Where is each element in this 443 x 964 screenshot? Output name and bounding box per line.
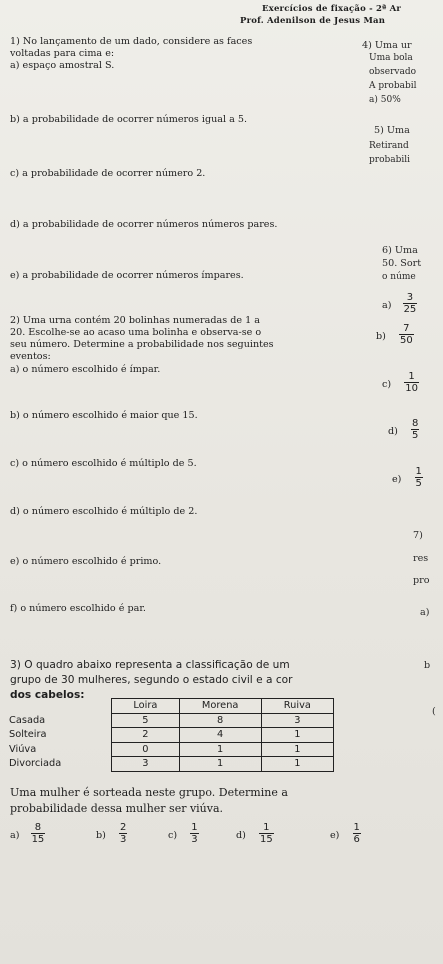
q3-option-a — [10, 822, 45, 845]
table-row-label: Divorciada — [9, 758, 62, 770]
table-row — [8, 728, 334, 743]
fraction-denominator: 10 — [405, 383, 418, 394]
q4-line2: Uma bola — [369, 53, 413, 63]
fraction-denominator: 3 — [191, 834, 198, 845]
q6-option-e — [392, 466, 423, 489]
fraction-numerator: 3 — [406, 292, 414, 303]
fraction-denominator: 15 — [259, 834, 273, 845]
q1-item-d: d) a probabilidade de ocorrer números números pares. — [10, 219, 278, 230]
table-cell: 0 — [112, 742, 180, 757]
q3-after-line2: probabilidade dessa mulher ser viúva. — [10, 802, 224, 815]
fraction-denominator: 6 — [353, 834, 360, 845]
q3-option-b — [96, 822, 127, 845]
table-row — [8, 713, 334, 728]
option-label: b) — [96, 830, 106, 841]
q7-option-a: a) — [420, 607, 430, 618]
option-label: b) — [376, 331, 386, 342]
table-cell: 1 — [261, 728, 333, 743]
q7-line2: res — [413, 553, 429, 564]
fraction-denominator: 3 — [119, 834, 127, 845]
q6-line3: o núme — [382, 272, 416, 282]
option-fraction — [190, 822, 198, 845]
q1-item-a: a) espaço amostral S. — [10, 60, 115, 71]
table-row — [8, 757, 334, 772]
q5-line1: 5) Uma — [374, 125, 410, 136]
q7-line1: 7) — [413, 530, 423, 541]
option-fraction — [415, 466, 423, 489]
table-cell: 5 — [112, 713, 180, 728]
fraction-denominator: 5 — [411, 430, 419, 441]
q1-stem-line2: voltadas para cima e: — [10, 48, 115, 59]
table-row-label: Viúva — [9, 743, 37, 755]
option-fraction — [259, 822, 274, 845]
fraction-denominator: 25 — [403, 304, 417, 315]
table-row-label: Casada — [9, 714, 46, 726]
q2-item-c: c) o número escolhido é múltiplo de 5. — [10, 458, 197, 469]
q4-line3: observado — [369, 67, 417, 77]
q3-after-line1: Uma mulher é sorteada neste grupo. Determine a — [10, 786, 288, 799]
table-corner — [8, 699, 112, 714]
fraction-numerator: 1 — [415, 466, 422, 477]
q3-option-e — [330, 822, 361, 845]
q5-line3: probabili — [369, 155, 411, 165]
q3-stem-line3: dos cabelos: — [10, 689, 85, 701]
q2-stem-line3: seu número. Determine a probabilidade nos seguintes — [10, 339, 274, 350]
option-fraction — [411, 418, 419, 441]
q1-stem-line1: 1) No lançamento de um dado, considere as faces — [10, 36, 253, 47]
table-cell: 3 — [261, 713, 333, 728]
table-cell: 1 — [179, 757, 261, 772]
table-row-label: Solteira — [9, 729, 47, 741]
q6-line2: 50. Sort — [382, 258, 422, 269]
q7-option-b: b — [424, 660, 431, 671]
fraction-denominator: 5 — [415, 478, 422, 489]
fraction-denominator: 15 — [31, 834, 45, 845]
q6-option-c — [382, 371, 419, 394]
option-label: c) — [168, 830, 178, 841]
q3-stem-line1: 3) O quadro abaixo representa a classificação de um — [10, 659, 290, 671]
q1-item-e: e) a probabilidade de ocorrer números ímpares. — [10, 270, 244, 281]
q6-option-b — [376, 323, 414, 346]
fraction-numerator: 1 — [353, 822, 360, 833]
table-header-cell: Morena — [179, 699, 261, 714]
q4-line4: A probabil — [369, 81, 417, 91]
fraction-numerator: 1 — [191, 822, 198, 833]
fraction-denominator: 50 — [399, 335, 413, 346]
fraction-numerator: 1 — [408, 371, 415, 382]
table-header-cell: Loira — [112, 699, 180, 714]
q2-item-a: a) o número escolhido é ímpar. — [10, 364, 161, 375]
worksheet-author: Prof. Adenilson de Jesus Man — [240, 16, 386, 26]
table-cell: 1 — [179, 742, 261, 757]
table-header-row — [8, 699, 334, 714]
q4-option-a: a) 50% — [369, 95, 401, 105]
q6-option-a — [382, 292, 417, 315]
option-label: c) — [382, 379, 392, 390]
table-cell: 8 — [179, 713, 261, 728]
q1-item-c: c) a probabilidade de ocorrer número 2. — [10, 168, 206, 179]
q3-stem-line2: grupo de 30 mulheres, segundo o estado civil e a cor — [10, 674, 293, 686]
table-cell: 1 — [261, 757, 333, 772]
option-label: d) — [236, 830, 246, 841]
fraction-numerator: 7 — [403, 323, 410, 334]
option-label: e) — [330, 830, 340, 841]
fraction-numerator: 2 — [119, 822, 127, 833]
q3-option-d — [236, 822, 274, 845]
table-cell: 3 — [112, 757, 180, 772]
option-fraction — [399, 323, 414, 346]
option-label: a) — [10, 830, 20, 841]
table-cell: 2 — [112, 728, 180, 743]
q2-item-e: e) o número escolhido é primo. — [10, 556, 162, 567]
fraction-numerator: 8 — [34, 822, 42, 833]
q2-stem-line2: 20. Escolhe-se ao acaso uma bolinha e observa-se o — [10, 327, 262, 338]
worksheet-title: Exercícios de fixação - 2ª Ar — [262, 4, 402, 14]
q5-line2: Retirand — [369, 141, 409, 151]
q2-item-f: f) o número escolhido é par. — [10, 603, 146, 614]
q3-option-c — [168, 822, 199, 845]
option-fraction — [31, 822, 46, 845]
q2-item-b: b) o número escolhido é maior que 15. — [10, 410, 198, 421]
fraction-numerator: 1 — [263, 822, 270, 833]
option-fraction — [119, 822, 127, 845]
table-cell: 1 — [261, 742, 333, 757]
option-fraction — [403, 292, 418, 315]
table-row — [8, 742, 334, 757]
table-cell: 4 — [179, 728, 261, 743]
option-label: a) — [382, 300, 392, 311]
option-label: e) — [392, 474, 402, 485]
q4-line1: 4) Uma ur — [362, 40, 412, 51]
q1-item-b: b) a probabilidade de ocorrer números igual a 5. — [10, 114, 248, 125]
q7-paren: ( — [432, 706, 436, 717]
q7-line3: pro — [413, 575, 430, 586]
table-header-cell: Ruiva — [261, 699, 333, 714]
option-label: d) — [388, 426, 398, 437]
option-fraction — [353, 822, 361, 845]
q6-line1: 6) Uma — [382, 245, 418, 256]
option-fraction — [404, 371, 419, 394]
fraction-numerator: 8 — [411, 418, 419, 429]
hair-color-table — [8, 698, 334, 772]
q6-option-d — [388, 418, 419, 441]
q2-stem-line4: eventos: — [10, 351, 51, 362]
q2-item-d: d) o número escolhido é múltiplo de 2. — [10, 506, 198, 517]
q2-stem-line1: 2) Uma urna contém 20 bolinhas numeradas de 1 a — [10, 315, 260, 326]
